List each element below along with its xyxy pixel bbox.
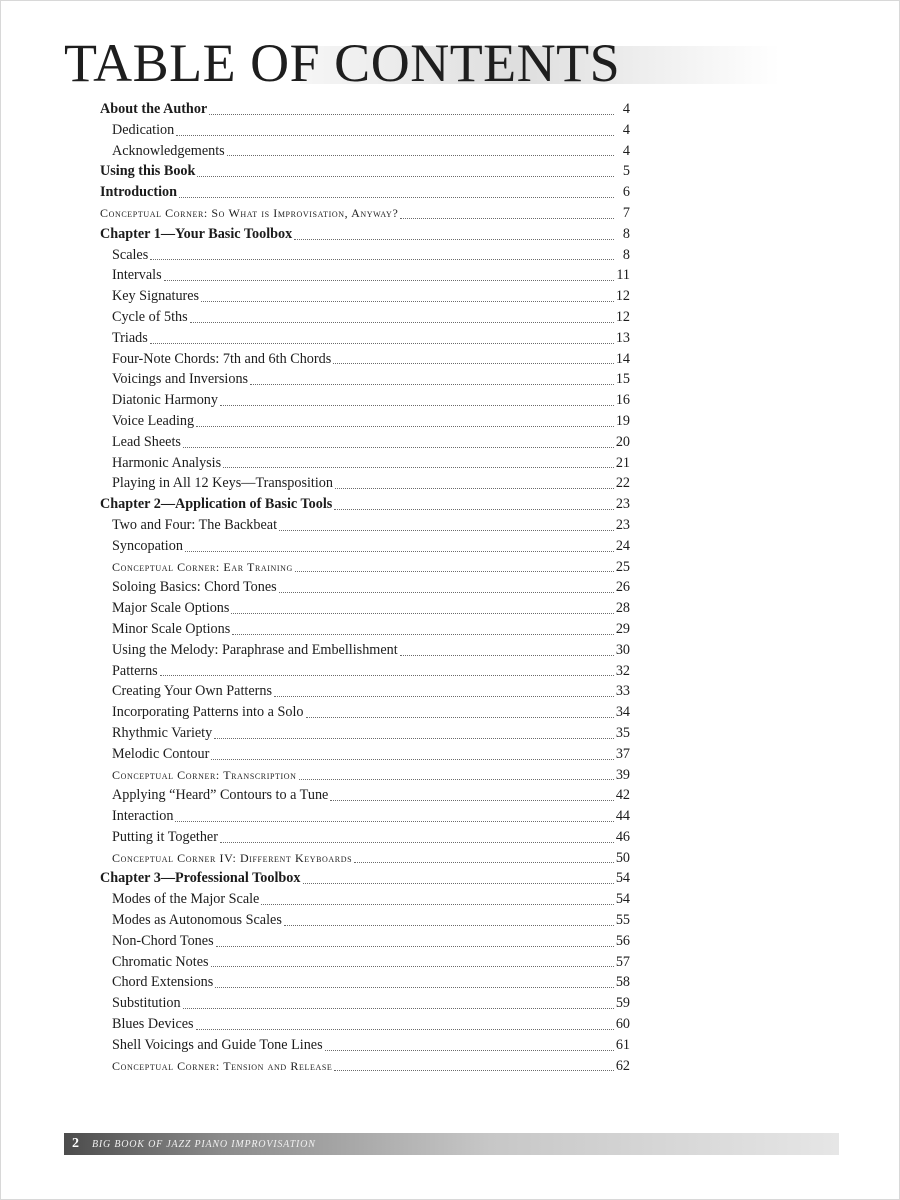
toc-entry[interactable]: [100, 702, 630, 723]
toc-entry[interactable]: [100, 848, 630, 869]
toc-entry[interactable]: [100, 744, 630, 765]
toc-entry-label: Conceptual Corner IV: Different Keyboards: [112, 850, 353, 865]
toc-entry[interactable]: [100, 910, 630, 931]
toc-entry[interactable]: [100, 1035, 630, 1056]
dot-leader: [274, 695, 614, 697]
dot-leader: [176, 134, 614, 136]
toc-entry-page: 35: [615, 724, 630, 741]
toc-entry-page: 25: [615, 558, 630, 575]
toc-entry-page: 46: [615, 828, 630, 845]
toc-entry-page: 62: [615, 1057, 630, 1074]
toc-entry-page: 42: [615, 787, 630, 804]
toc-entry-page: 28: [615, 600, 630, 617]
toc-entry-label: Creating Your Own Patterns: [112, 683, 272, 700]
toc-entry-page: 55: [615, 912, 630, 929]
toc-entry-label: Conceptual Corner: Ear Training: [112, 559, 293, 574]
dot-leader: [220, 404, 614, 406]
dot-leader: [150, 258, 614, 260]
toc-entry-label: Chromatic Notes: [112, 953, 209, 970]
toc-entry-label: Intervals: [112, 267, 162, 284]
toc-entry[interactable]: [100, 806, 630, 827]
dot-leader: [201, 300, 614, 302]
toc-entry[interactable]: [100, 453, 630, 474]
toc-entry-page: 33: [615, 683, 630, 700]
toc-entry-page: 37: [615, 745, 630, 762]
dot-leader: [400, 217, 614, 219]
page-title: TABLE OF CONTENTS: [64, 33, 621, 93]
footer-bar: [64, 1133, 839, 1155]
toc-entry-label: Cycle of 5ths: [112, 308, 188, 325]
toc-entry[interactable]: [100, 577, 630, 598]
toc-entry-page: 61: [615, 1036, 630, 1053]
toc-entry[interactable]: [100, 224, 630, 245]
toc-entry-page: 30: [615, 641, 630, 658]
toc-entry-label: Four-Note Chords: 7th and 6th Chords: [112, 350, 332, 367]
dot-leader: [211, 758, 613, 760]
toc-entry-page: 60: [615, 1016, 630, 1033]
toc-entry[interactable]: [100, 203, 630, 224]
toc-entry-page: 23: [615, 496, 630, 513]
toc-entry-page: 12: [615, 308, 630, 325]
toc-entry-label: Using this Book: [100, 163, 196, 180]
dot-leader: [303, 882, 614, 884]
toc-entry-page: 24: [615, 537, 630, 554]
toc-entry-label: Acknowledgements: [112, 142, 225, 159]
dot-leader: [299, 778, 614, 780]
dot-leader: [179, 196, 614, 198]
toc-entry-label: Conceptual Corner: Tension and Release: [112, 1058, 333, 1073]
toc-entry-page: 12: [615, 288, 630, 305]
dot-leader: [294, 238, 614, 240]
dot-leader: [227, 154, 614, 156]
toc-entry-page: 4: [622, 101, 630, 117]
toc-entry-label: Chord Extensions: [112, 974, 214, 991]
toc-entry-label: Conceptual Corner: So What is Improvisation, Anyway?: [100, 205, 399, 220]
toc-entry-page: 13: [615, 329, 630, 346]
toc-entry-label: Shell Voicings and Guide Tone Lines: [112, 1036, 323, 1053]
dot-leader: [164, 279, 614, 281]
dot-leader: [334, 1069, 613, 1071]
toc-entry[interactable]: [100, 141, 630, 162]
toc-entry[interactable]: [100, 265, 630, 286]
toc-entry[interactable]: [100, 827, 630, 848]
toc-entry-page: 15: [615, 371, 630, 388]
dot-leader: [175, 820, 613, 822]
toc-entry-label: Using the Melody: Paraphrase and Embellishment: [112, 641, 398, 658]
toc-entry-page: 29: [615, 620, 630, 637]
dot-leader: [150, 342, 614, 344]
toc-entry-page: 11: [616, 267, 630, 284]
toc-entry-page: 56: [615, 932, 630, 949]
toc-entry-label: Chapter 2—Application of Basic Tools: [100, 496, 333, 513]
dot-leader: [214, 737, 614, 739]
toc-entry-label: Interaction: [112, 808, 174, 825]
toc-entry-page: 22: [615, 475, 630, 492]
toc-entry-label: Soloing Basics: Chord Tones: [112, 579, 277, 596]
dot-leader: [325, 1049, 614, 1051]
toc-entry-page: 39: [615, 766, 630, 783]
toc-entry[interactable]: [100, 598, 630, 619]
toc-entry-page: 54: [615, 891, 630, 908]
toc-entry[interactable]: [100, 473, 630, 494]
toc-entry-page: 7: [622, 204, 630, 221]
dot-leader: [354, 861, 614, 863]
dot-leader: [250, 383, 614, 385]
toc-entry[interactable]: [100, 972, 630, 993]
toc-entry-label: Substitution: [112, 995, 181, 1012]
dot-leader: [211, 965, 614, 967]
toc-entry-label: Chapter 3—Professional Toolbox: [100, 870, 301, 887]
toc-entry[interactable]: [100, 369, 630, 390]
dot-leader: [330, 799, 613, 801]
toc-entry-label: Putting it Together: [112, 828, 218, 845]
toc-entry[interactable]: [100, 307, 630, 328]
toc-entry-page: 8: [622, 246, 630, 263]
toc-entry[interactable]: [100, 161, 630, 182]
toc-entry-label: Incorporating Patterns into a Solo: [112, 704, 304, 721]
dot-leader: [400, 654, 614, 656]
toc-entry[interactable]: [100, 931, 630, 952]
toc-entry-page: 8: [622, 225, 630, 242]
toc-entry[interactable]: [100, 681, 630, 702]
dot-leader: [279, 529, 614, 531]
toc-entry-label: Patterns: [112, 662, 158, 679]
toc-entry-label: Introduction: [100, 184, 177, 201]
dot-leader: [197, 175, 614, 177]
toc-entry[interactable]: [100, 349, 630, 370]
dot-leader: [183, 446, 614, 448]
toc-entry-label: Syncopation: [112, 537, 183, 554]
toc-entry-page: 5: [622, 163, 630, 180]
dot-leader: [209, 113, 614, 115]
toc-entry[interactable]: [100, 619, 630, 640]
toc-entry-label: Diatonic Harmony: [112, 392, 218, 409]
toc-entry-page: 54: [615, 870, 630, 887]
toc-entry[interactable]: [100, 785, 630, 806]
toc-entry-page: 32: [615, 662, 630, 679]
toc-entry[interactable]: [100, 120, 630, 141]
toc-entry-label: Scales: [112, 246, 149, 263]
toc-entry[interactable]: [100, 889, 630, 910]
toc-entry-label: Conceptual Corner: Transcription: [112, 767, 297, 782]
toc-entry-label: Harmonic Analysis: [112, 454, 222, 471]
toc-entry-label: Lead Sheets: [112, 433, 181, 450]
dot-leader: [215, 986, 614, 988]
toc-entry-page: 59: [615, 995, 630, 1012]
table-of-contents: [100, 99, 630, 1076]
toc-entry[interactable]: [100, 245, 630, 266]
toc-entry[interactable]: [100, 432, 630, 453]
toc-entry-label: Modes of the Major Scale: [112, 891, 260, 908]
toc-entry[interactable]: [100, 390, 630, 411]
dot-leader: [190, 321, 614, 323]
toc-entry-label: Modes as Autonomous Scales: [112, 912, 282, 929]
dot-leader: [216, 945, 614, 947]
toc-entry[interactable]: [100, 494, 630, 515]
toc-entry[interactable]: [100, 952, 630, 973]
dot-leader: [160, 674, 614, 676]
dot-leader: [279, 591, 614, 593]
toc-entry-label: Applying “Heard” Contours to a Tune: [112, 787, 329, 804]
footer-book-title: BIG BOOK OF JAZZ PIANO IMPROVISATION: [92, 1138, 316, 1150]
toc-entry[interactable]: [100, 557, 630, 578]
toc-entry-page: 6: [622, 184, 630, 201]
toc-entry[interactable]: [100, 182, 630, 203]
toc-entry-label: Playing in All 12 Keys—Transposition: [112, 475, 333, 492]
toc-entry[interactable]: [100, 993, 630, 1014]
toc-entry[interactable]: [100, 868, 630, 889]
toc-entry-label: Melodic Contour: [112, 745, 210, 762]
toc-entry-page: 58: [615, 974, 630, 991]
toc-entry[interactable]: [100, 1014, 630, 1035]
toc-entry[interactable]: [100, 640, 630, 661]
toc-entry-label: Non-Chord Tones: [112, 932, 214, 949]
toc-entry[interactable]: [100, 536, 630, 557]
toc-entry[interactable]: [100, 328, 630, 349]
dot-leader: [284, 924, 614, 926]
toc-entry-label: Voicings and Inversions: [112, 371, 249, 388]
toc-entry[interactable]: [100, 99, 630, 120]
toc-entry-label: Triads: [112, 329, 148, 346]
dot-leader: [335, 487, 614, 489]
toc-entry-label: Voice Leading: [112, 412, 195, 429]
toc-entry[interactable]: [100, 286, 630, 307]
toc-entry[interactable]: [100, 1056, 630, 1077]
dot-leader: [220, 841, 614, 843]
toc-entry-page: 57: [615, 953, 630, 970]
toc-entry[interactable]: [100, 515, 630, 536]
dot-leader: [223, 466, 614, 468]
toc-entry-label: Key Signatures: [112, 288, 200, 305]
dot-leader: [196, 425, 614, 427]
toc-entry-page: 20: [615, 433, 630, 450]
dot-leader: [261, 903, 613, 905]
toc-entry-page: 50: [615, 849, 630, 866]
dot-leader: [183, 1007, 614, 1009]
toc-entry[interactable]: [100, 723, 630, 744]
toc-entry-label: Rhythmic Variety: [112, 724, 213, 741]
toc-entry-page: 44: [615, 808, 630, 825]
toc-entry-page: 19: [615, 412, 630, 429]
toc-entry-page: 16: [615, 392, 630, 409]
toc-entry[interactable]: [100, 661, 630, 682]
toc-entry-label: Minor Scale Options: [112, 620, 231, 637]
dot-leader: [232, 633, 614, 635]
toc-entry-label: Dedication: [112, 121, 175, 138]
toc-entry-label: Chapter 1—Your Basic Toolbox: [100, 225, 293, 242]
toc-entry[interactable]: [100, 411, 630, 432]
toc-entry-label: Major Scale Options: [112, 600, 230, 617]
dot-leader: [185, 550, 614, 552]
toc-entry-page: 26: [615, 579, 630, 596]
footer-page-number: 2: [72, 1136, 79, 1151]
toc-entry-page: 4: [622, 121, 630, 138]
toc-entry-label: About the Author: [100, 101, 208, 117]
dot-leader: [196, 1028, 614, 1030]
toc-entry-page: 4: [622, 142, 630, 159]
toc-entry-page: 14: [615, 350, 630, 367]
toc-entry-label: Two and Four: The Backbeat: [112, 516, 278, 533]
toc-entry[interactable]: [100, 765, 630, 786]
dot-leader: [295, 570, 614, 572]
dot-leader: [231, 612, 613, 614]
toc-entry-page: 21: [615, 454, 630, 471]
dot-leader: [306, 716, 614, 718]
toc-entry-label: Blues Devices: [112, 1016, 194, 1033]
dot-leader: [333, 362, 614, 364]
toc-entry-page: 34: [615, 704, 630, 721]
dot-leader: [334, 508, 614, 510]
toc-entry-page: 23: [615, 516, 630, 533]
